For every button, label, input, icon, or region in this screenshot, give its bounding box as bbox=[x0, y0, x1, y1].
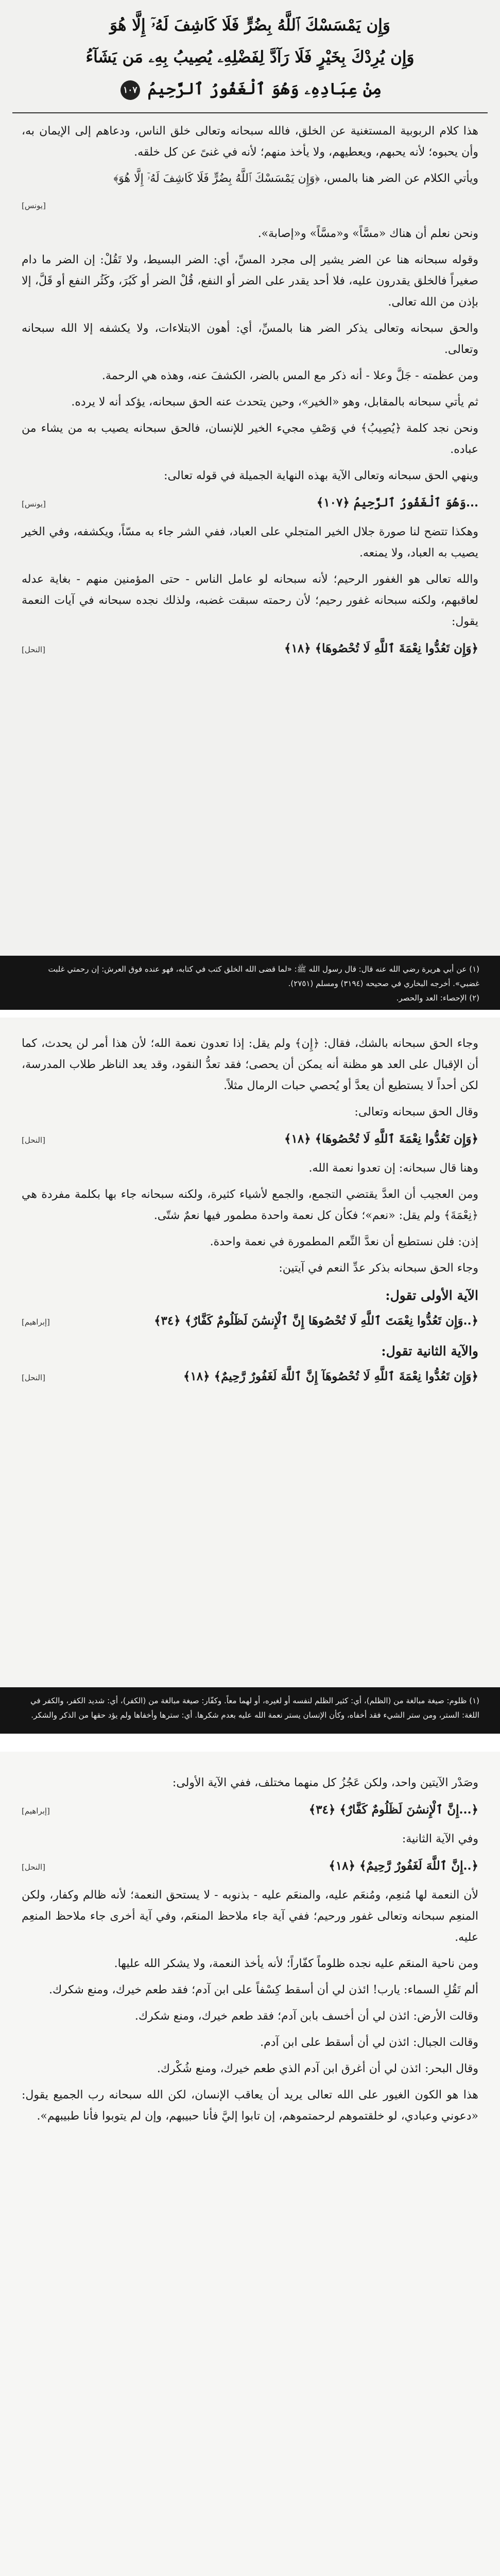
ayah-number-marker: ١٠٧ bbox=[120, 80, 140, 100]
paragraph: وقالت الأرض: ائذن لي أن أخسف بابن آدم؛ فقد طعم خيرك، ومنع شكرك. bbox=[134, 2010, 478, 2023]
quoted-verse bbox=[22, 1799, 478, 1822]
verse-text: ﴿..وَإِن تَعُدُّوا نِعْمَتَ ٱللَّهِ لَا تُحْصُوهَا إِنَّ ٱلْإِنسَٰنَ لَظَلُومٌ كَفَّارٌ﴾ ﴿٣٤﴾ bbox=[154, 1314, 478, 1328]
paragraph: وقوله سبحانه هنا عن الضر يشير إلى مجرد المسِّ، أي: الضر البسيط، ولا تَقُلْ: إن الضر ما دام صغيراً فالخلق يقدرون عليه، فلا أحد يقدر على الضر أو النفع، قُلْ الضر أو كَبُرَ، وكَثُر النفع أو قَلَّ، إلا بإذن من الله تعالى. bbox=[22, 253, 478, 309]
paragraph: وقالت الجبال: ائذن لي أن أسقط على ابن آدم. bbox=[260, 2036, 478, 2049]
verse-text: ﴿وَإِن تَعُدُّوا نِعْمَةَ ٱللَّهِ لَا تُحْصُوهَا﴾ ﴿١٨﴾ bbox=[284, 1132, 478, 1146]
verse-text: ﴿وَإِن تَعُدُّوا نِعْمَةَ ٱللَّهِ لَا تُحْصُوهَآ إِنَّ ٱللَّهَ لَغَفُورٌ رَّحِيمٌ﴾ ﴿١٨﴾ bbox=[183, 1369, 478, 1383]
quoted-verse bbox=[22, 1128, 478, 1151]
section-heading: والآية الثانية تقول: bbox=[381, 1344, 478, 1359]
verse-text: ﴿...إِنَّ ٱلْإِنسَٰنَ لَظَلُومٌ كَفَّارٌ﴾ ﴿٣٤﴾ bbox=[308, 1803, 478, 1817]
footnote: (١) عن أبي هريرة رضي الله عنه قال: قال رسول الله ﷺ: «لما قضى الله الخلق كتب في كتابه، فهو عنده فوق العرش: إن رحمتي غلبت غضبي». أخرجه البخاري في صحيحه (٣١٩٤) ومسلم (٢٧٥١). bbox=[48, 964, 479, 988]
paragraph: ومن العجيب أن العدَّ يقتضي التجمع، والجمع لأشياء كثيرة، ولكنه سبحانه جاء بها بكلمة مفردة هي ﴿نِعْمَةَ﴾ ولم يقل: «نعم»؛ فكأن كل نعمة واحدة مطمور فيها نعمٌ شتّى. bbox=[22, 1188, 478, 1222]
paragraph: لأن النعمة لها مُنعِم، ومُنعَم عليه، والمنعَم عليه - بذنوبه - لا يستحق النعمة؛ لأنه ظالم وكفار، ولكن المنعِم سبحانه وتعالى غفور ورحيم؛ ففي آية جاء ملاحظ المنعَم، وفي آية أخرى جاء ملاحظ المنعِم عليه. bbox=[22, 1889, 478, 1944]
paragraph: والله تعالى هو الغفور الرحيم؛ لأنه سبحانه لو عامل الناس - حتى المؤمنين منهم - بغاية عدله لعاقبهم، ولكنه سبحانه غفور رحيم؛ لأن رحمته سبقت غضبه، ولذلك نجده سبحانه في آيات النعمة يقول: bbox=[22, 573, 478, 628]
quoted-verse bbox=[22, 1365, 478, 1389]
surah-reference: [النحل] bbox=[22, 1136, 46, 1145]
paragraph: وجاء الحق سبحانه بذكر عدِّ النعم في آيتين: bbox=[279, 1262, 478, 1275]
paragraph: ألم تَقُلِ السماء: يارب! ائذن لي أن أسقط كِسْفاً على ابن آدم؛ فقد طعم خيرك، ومنع شكرك. bbox=[48, 1984, 478, 1996]
paragraph: وهكذا تتضح لنا صورة جلال الخير المتجلي على العباد، ففي الشر جاء به مسّاً، ويكشفه، وفي الخير يصيب به العباد، ولا يمنعه. bbox=[22, 526, 478, 560]
surah-reference: [النحل] bbox=[22, 1862, 46, 1872]
footnote: (٢) الإحصاء: العد والحصر. bbox=[396, 993, 479, 1003]
paragraph: هذا كلام الربوبية المستغنية عن الخلق، فالله سبحانه وتعالى خلق الناس، ودعاهم إلى الإيمان به، وأن يحبوه؛ لأنه يحبهم، ويعطيهم، ولا يأخذ منهم؛ لأنه في غنىً عن كل خلقه. bbox=[22, 125, 478, 159]
quoted-verse bbox=[22, 492, 478, 515]
paragraph: وقال البحر: ائذن لي أن أغرق ابن آدم الذي طعم خيرك، ومنع شُكْرك. bbox=[157, 2062, 478, 2075]
book-page-1 bbox=[0, 0, 500, 1010]
quran-verse-header bbox=[12, 4, 488, 113]
quran-line-1: وَإِن يَمْسَسْكَ ٱللَّهُ بِضُرٍّ فَلَا كَاشِفَ لَهُۥٓ إِلَّا هُوَ bbox=[110, 16, 390, 35]
verse-text: ...وَهُوَ ٱلْغَفُورُ ٱلرَّحِيمُ ﴿١٠٧﴾ bbox=[316, 496, 478, 510]
footnotes-block bbox=[0, 1687, 500, 1734]
quoted-verse bbox=[22, 1855, 478, 1878]
verse-reference-row bbox=[22, 194, 478, 217]
footnotes-block bbox=[0, 956, 500, 1010]
page-1-body bbox=[0, 113, 500, 661]
paragraph: وفي الآية الثانية: bbox=[402, 1833, 478, 1845]
paragraph: ومن ناحية المنعَم عليه نجده ظلوماً كفّاراً؛ لأنه يأخذ النعمة، ولا يشكر الله عليها. bbox=[114, 1957, 478, 1970]
quran-line-3 bbox=[23, 73, 477, 105]
footnote: (١) ظلوم: صيغة مبالغة من (الظلم)، أي: كثير الظلم لنفسه أو لغيره، أو لهما معاً. وكفّار: صيغة مبالغة من (الكفر)، أي: شديد الكفر، والكفر في اللغة: الستر، ومن ستر الشيء فقد أخفاه، وكأن الإنسان يستر نعمة الله عليه بعدم شكرها. أي: سترها وأخفاها ولم يؤد حقها من الذكر والشكر. bbox=[30, 1696, 479, 1720]
paragraph: والحق سبحانه وتعالى يذكر الضر هنا بالمسِّ، أي: أهون الابتلاءات، ولا يكشفه إلا الله سبحانه وتعالى. bbox=[22, 322, 478, 356]
section-heading: الآية الأولى تقول: bbox=[385, 1288, 478, 1303]
paragraph: وصَدْر الآيتين واحد، ولكن عَجُزُ كل منهما مختلف، ففي الآية الأولى: bbox=[172, 1776, 478, 1789]
verse-text: ﴿..إِنَّ ٱللَّهَ لَغَفُورٌ رَّحِيمٌ﴾ ﴿١٨﴾ bbox=[329, 1859, 478, 1873]
quran-line-3-text: مِنْ عِبَادِهِۦ وَهُوَ ٱلْغَفُورُ ٱلرَّحِيمُ bbox=[147, 80, 382, 98]
surah-reference: [النحل] bbox=[22, 645, 46, 654]
surah-reference: [إبراهيم] bbox=[22, 1317, 50, 1327]
paragraph: وجاء الحق سبحانه بالشك، فقال: ﴿إِن﴾ ولم يقل: إذا تعدون نعمة الله؛ لأن هذا أمر لن يحدث، كما أن الإقبال على العد هو مظنة أنه يمكن أن يحصى؛ فقد تعدُّ النقود، وقد يعد الناظر طلاب المدرسة، لكن أحداً لا يستطيع أن يعدَّ أو يُحصي حبات الرمال مثلاً. bbox=[22, 1037, 478, 1092]
surah-reference: [يونس] bbox=[22, 499, 46, 509]
paragraph: ونحن نعلم أن هناك «مسَّاً» و«مسَّاً» و«إصابة». bbox=[257, 227, 478, 240]
paragraph: إذن: فلن نستطيع أن نعدَّ النِّعم المطمورة في نعمة واحدة. bbox=[210, 1235, 478, 1248]
paragraph: ويأتي الكلام عن الضر هنا بالمس، ﴿وَإِن يَمْسَسْكَ ٱللَّهُ بِضُرٍّ فَلَا كَاشِفَ لَهُۥٓ إِلَّا هُوَ﴾ bbox=[113, 172, 478, 185]
surah-reference: [يونس] bbox=[22, 201, 46, 210]
page-2-body bbox=[0, 1018, 500, 1389]
quran-line-2: وَإِن يُرِدْكَ بِخَيْرٍ فَلَا رَآدَّ لِفَضْلِهِۦ يُصِيبُ بِهِۦ مَن يَشَآءُ bbox=[85, 48, 415, 66]
paragraph: هذا هو الكون الغيور على الله تعالى يريد أن يعاقب الإنسان، لكن الله سبحانه رب الجميع يقول: «دعوني وعبادي، لو خلقتموهم لرحمتموهم، إن تابوا إليَّ فأنا حبيبهم، وإن لم يتوبوا فأنا طبيبهم». bbox=[22, 2089, 478, 2123]
book-page-3 bbox=[0, 1752, 500, 2576]
page-3-body bbox=[0, 1752, 500, 2127]
paragraph: وقال الحق سبحانه وتعالى: bbox=[354, 1106, 478, 1118]
paragraph: ونحن نجد كلمة ﴿يُصِيبُ﴾ في وَصْفِ مجيء الخير للإنسان، فالحق سبحانه يصيب به من يشاء من عباده. bbox=[22, 422, 478, 456]
quoted-verse bbox=[22, 637, 478, 661]
surah-reference: [النحل] bbox=[22, 1373, 46, 1382]
paragraph: وينهي الحق سبحانه وتعالى الآية بهذه النهاية الجميلة في قوله تعالى: bbox=[164, 469, 478, 482]
paragraph: ثم يأتي سبحانه بالمقابل، وهو «الخير»، وحين يتحدث عنه الحق سبحانه، يؤكد أنه لا يرده. bbox=[71, 396, 478, 409]
quoted-verse bbox=[22, 1310, 478, 1333]
verse-text: ﴿وَإِن تَعُدُّوا نِعْمَةَ ٱللَّهِ لَا تُحْصُوهَا﴾ ﴿١٨﴾ bbox=[284, 641, 478, 655]
surah-reference: [إبراهيم] bbox=[22, 1806, 50, 1816]
paragraph: وهنا قال سبحانه: إن تعدوا نعمة الله. bbox=[308, 1162, 478, 1175]
paragraph: ومن عظمته - جَلَّ وعلا - أنه ذكر مع المس بالضر، الكشفَ عنه، وهذه هي الرحمة. bbox=[101, 369, 478, 382]
book-page-2 bbox=[0, 1018, 500, 1734]
